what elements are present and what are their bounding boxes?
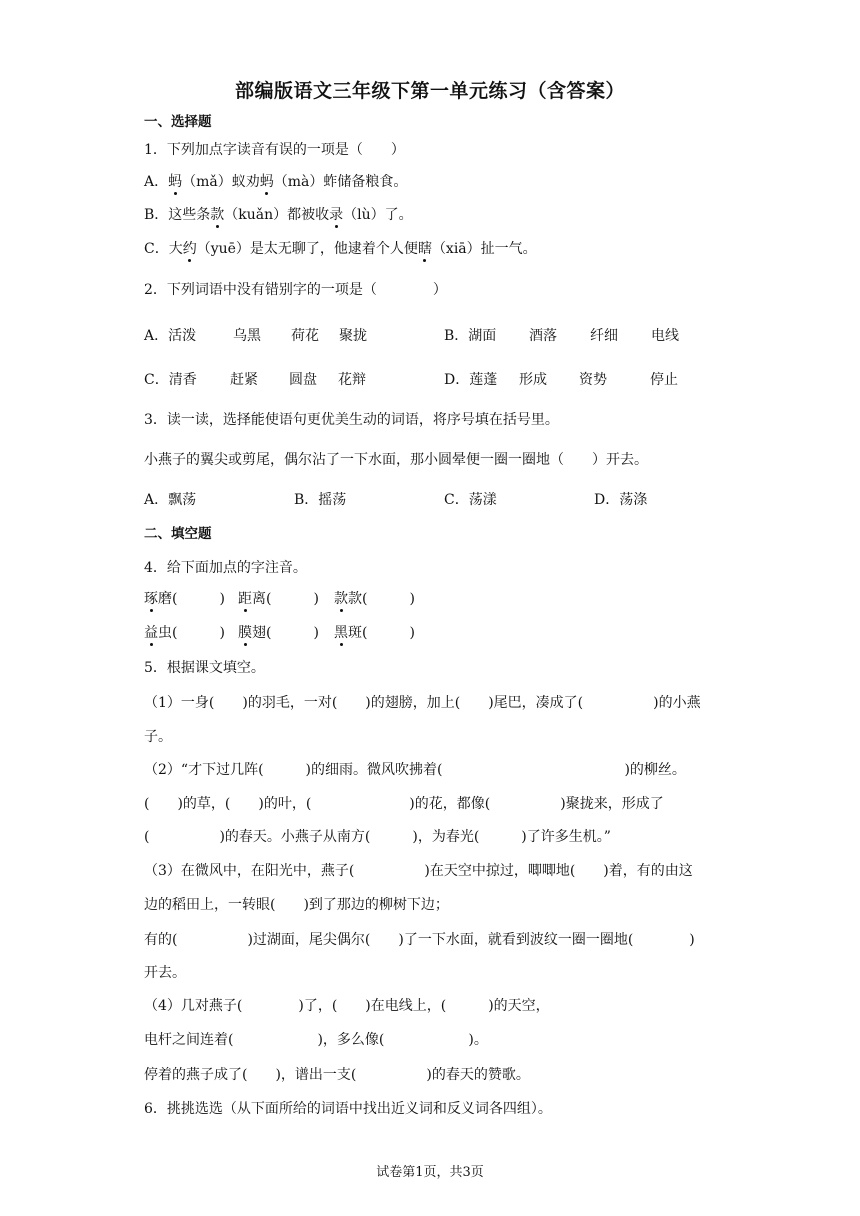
question-5-line: 有的( )过湖面，尾尖偶尔( )了一下水面，就看到波纹一圈一圈地( ) bbox=[144, 932, 695, 948]
question-1-stem: 1．下列加点字读音有误的一项是（ ） bbox=[144, 142, 405, 158]
dotted-char: 款 bbox=[210, 207, 225, 223]
dotted-char: 膜 bbox=[238, 625, 252, 641]
question-5-line: （2）“才下过几阵( )的细雨。微风吹拂着( )的柳丝。 bbox=[144, 762, 686, 778]
page-title: 部编版语文三年级下第一单元练习（含答案） bbox=[234, 80, 625, 102]
page-footer: 试卷第1页，共3页 bbox=[376, 1165, 484, 1180]
section-heading-fill: 二、填空题 bbox=[144, 526, 212, 542]
question-4-stem: 4．给下面加点的字注音。 bbox=[144, 560, 307, 576]
question-1-option-c: C．大约（yuē）是太无聊了，他逮着个人便瞎（xiā）扯一气。 bbox=[144, 241, 537, 257]
question-5-line: 电杆之间连着( )，多么像( )。 bbox=[144, 1032, 488, 1048]
question-2-option-d: D．莲蓬 形成 资势 停止 bbox=[444, 372, 678, 388]
question-5-line: （4）几对燕子( )了，( )在电线上，( )的天空， bbox=[144, 998, 550, 1014]
question-3-option-c: C．荡漾 bbox=[444, 492, 497, 508]
question-3-stem: 3．读一读，选择能使语句更优美生动的词语，将序号填在括号里。 bbox=[144, 412, 559, 428]
dotted-char: 距 bbox=[238, 591, 252, 607]
question-2-option-b: B．湖面 酒落 纤细 电线 bbox=[444, 328, 679, 344]
question-2-option-c: C．清香 赶紧 圆盘 花辩 bbox=[144, 372, 366, 388]
question-5-line: 开去。 bbox=[144, 965, 186, 981]
question-3-option-a: A．飘荡 bbox=[144, 492, 197, 508]
question-4-row-2: 益虫( ) 膜翅( ) 黑斑( ) bbox=[144, 625, 415, 641]
question-2-option-a: A．活泼 乌黑 荷花 聚拢 bbox=[144, 328, 367, 344]
question-6-stem: 6．挑挑选选（从下面所给的词语中找出近义词和反义词各四组）。 bbox=[144, 1101, 552, 1117]
question-3-option-d: D．荡涤 bbox=[594, 492, 648, 508]
question-5-line: 边的稻田上，一转眼( )到了那边的柳树下边； bbox=[144, 897, 449, 913]
question-5-stem: 5．根据课文填空。 bbox=[144, 660, 265, 676]
question-1-option-a: A．蚂（mǎ）蚁劝蚂（mà）蚱储备粮食。 bbox=[144, 174, 408, 190]
section-heading-choice: 一、选择题 bbox=[144, 114, 212, 130]
question-4-row-1: 琢磨( ) 距离( ) 款款( ) bbox=[144, 591, 415, 607]
question-5-line: （3）在微风中，在阳光中，燕子( )在天空中掠过，唧唧地( )着，有的由这 bbox=[144, 863, 693, 879]
question-5-line: 子。 bbox=[144, 729, 172, 745]
dotted-char: 黑 bbox=[334, 625, 348, 641]
question-5-line: 停着的燕子成了( )，谱出一支( )的春天的赞歌。 bbox=[144, 1067, 530, 1083]
dotted-char: 款 bbox=[334, 591, 348, 607]
dotted-char: 录 bbox=[329, 207, 344, 223]
question-2-stem: 2．下列词语中没有错别字的一项是（ ） bbox=[144, 282, 447, 298]
question-5-line: ( )的春天。小燕子从南方( )，为春光( )了许多生机。” bbox=[144, 829, 611, 845]
dotted-char: 蚂 bbox=[259, 174, 274, 190]
dotted-char: 琢 bbox=[144, 591, 158, 607]
question-3-sentence: 小燕子的翼尖或剪尾，偶尔沾了一下水面，那小圆晕便一圈一圈地（ ）开去。 bbox=[144, 452, 648, 468]
question-5-line: （1）一身( )的羽毛，一对( )的翅膀，加上( )尾巴，凑成了( )的小燕 bbox=[144, 695, 701, 711]
dotted-char: 蚂 bbox=[168, 174, 183, 190]
question-5-line: ( )的草，( )的叶，( )的花，都像( )聚拢来，形成了 bbox=[144, 796, 664, 812]
question-3-option-b: B．摇荡 bbox=[294, 492, 347, 508]
dotted-char: 益 bbox=[144, 625, 158, 641]
question-1-option-b: B．这些条款（kuǎn）都被收录（lù）了。 bbox=[144, 207, 413, 223]
dotted-char: 约 bbox=[182, 241, 197, 257]
dotted-char: 瞎 bbox=[417, 241, 432, 257]
